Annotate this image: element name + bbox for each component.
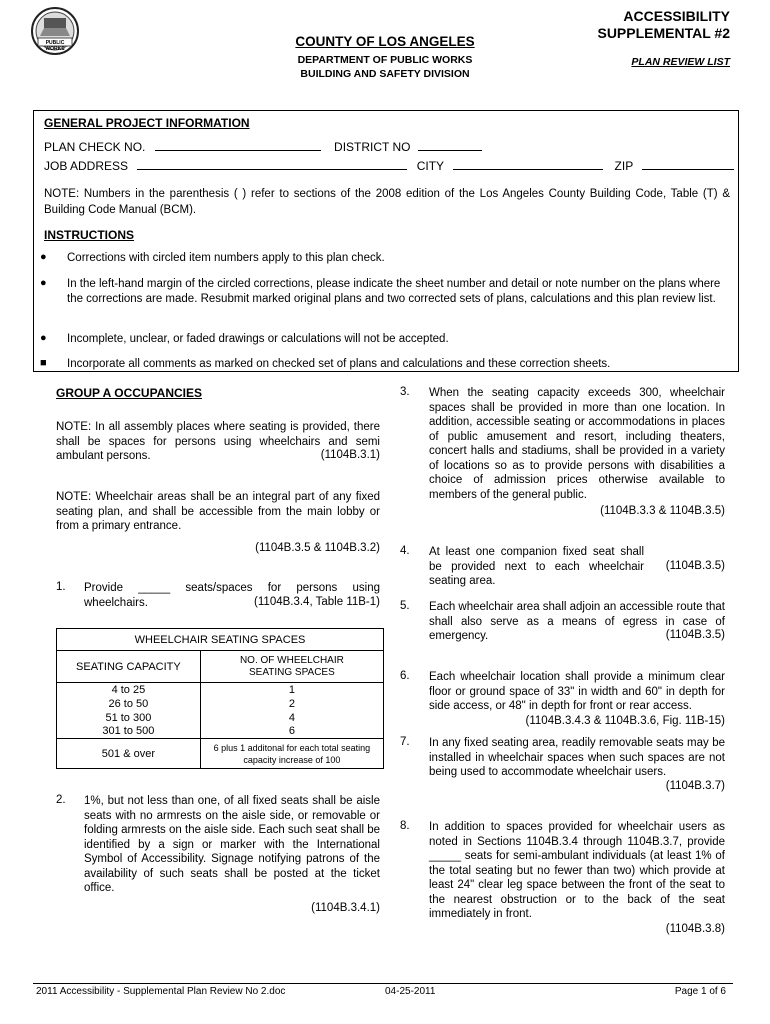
city-label: CITY	[416, 159, 444, 173]
table-cell-capacity: 501 & over	[57, 739, 201, 769]
group-a-note2: NOTE: Wheelchair areas shall be an integral part of any fixed seating plan, and shall be accessible from the main lobby or from a primary entrance.	[56, 491, 380, 532]
footer-filename: 2011 Accessibility - Supplemental Plan Review No 2.doc	[36, 986, 286, 997]
table-cell-spaces: 6 plus 1 additonal for each total seating capacity increase of 100	[200, 739, 383, 769]
table-cell-capacity: 4 to 25	[57, 683, 201, 697]
instruction-item: Incomplete, unclear, or faded drawings or calculations will not be accepted.	[67, 333, 449, 345]
item4-text: At least one companion fixed seat shall be provided next to each wheelchair seating area.	[429, 546, 644, 587]
item4-ref: (1104B.3.5)	[665, 560, 725, 572]
table-cell-capacity: 51 to 300	[57, 711, 201, 725]
table-cell-capacity: 26 to 50	[57, 697, 201, 711]
wheelchair-seating-table	[56, 628, 384, 769]
header-center	[250, 34, 520, 81]
item-number: 4.	[400, 545, 410, 557]
logo-text: PUBLIC WORKS	[45, 40, 65, 52]
plan-check-field[interactable]	[155, 140, 321, 151]
county-seal-logo	[30, 6, 80, 56]
district-label: DISTRICT NO	[334, 140, 411, 154]
doc-title-line2: SUPPLEMENTAL #2	[597, 25, 730, 41]
item2-text: 1%, but not less than one, of all fixed seats shall be aisle seats with no armrests on the aisle side, or removable or folding armrests on the aisle side. Each such seat shall be identified by a sign or marker with the International Symbol of Accessibility. Signage notifying patrons of the availability of such seats shall be posted at the ticket office.	[84, 795, 380, 894]
item6-ref: (1104B.3.4.3 & 1104B.3.6, Fig. 11B-15)	[525, 715, 725, 727]
table-cell-spaces: 6	[200, 725, 383, 739]
item-number: 1.	[56, 581, 66, 593]
division-name: BUILDING AND SAFETY DIVISION	[300, 68, 470, 80]
bullet-icon: ●	[40, 251, 47, 263]
doc-title-line1: ACCESSIBILITY	[623, 8, 730, 24]
item3-text: When the seating capacity exceeds 300, wheelchair spaces shall be provided in more than one location. In addition, accessible seating or accommodations in places of public amusement and resort, including theaters, concert halls and stadiums, shall be provided in a variety of locations so as to provide persons with disabilities a choice of admission prices otherwise available to members of the general public.	[429, 387, 725, 501]
plan-check-row	[44, 140, 482, 154]
header-right	[560, 8, 730, 68]
item-number: 5.	[400, 600, 410, 612]
job-address-field[interactable]	[137, 159, 407, 170]
table-caption: WHEELCHAIR SEATING SPACES	[57, 629, 384, 651]
zip-label: ZIP	[614, 159, 633, 173]
item-number: 2.	[56, 794, 66, 806]
footer-page-number: Page 1 of 6	[674, 986, 726, 997]
bullet-icon: ●	[40, 277, 47, 289]
zip-field[interactable]	[642, 159, 734, 170]
item5-text: Each wheelchair area shall adjoin an accessible route that shall also serve as a means of egress in case of emergency.	[429, 601, 725, 642]
item-number: 8.	[400, 820, 410, 832]
item7-ref: (1104B.3.7)	[665, 780, 725, 792]
item7-text: In any fixed seating area, readily removable seats may be installed in wheelchair spaces when such spaces are not being used to accommodate wheelchair users.	[429, 737, 725, 778]
job-address-row	[44, 159, 734, 173]
plan-check-label: PLAN CHECK NO.	[44, 140, 146, 154]
table-header-capacity: SEATING CAPACITY	[57, 651, 201, 683]
item-number: 3.	[400, 386, 410, 398]
item1-ref: (1104B.3.4, Table 11B-1)	[254, 596, 380, 608]
city-field[interactable]	[453, 159, 603, 170]
item-number: 6.	[400, 670, 410, 682]
instruction-item: Incorporate all comments as marked on checked set of plans and calculations and these correction sheets.	[67, 358, 611, 370]
group-a-title: GROUP A OCCUPANCIES	[56, 386, 203, 400]
table-cell-spaces: 1	[200, 683, 383, 697]
item1-text: Provide _____ seats/spaces for persons using wheelchairs.	[84, 582, 380, 609]
note2-ref: (1104B.3.5 & 1104B.3.2)	[255, 542, 380, 554]
instruction-item: Corrections with circled item numbers apply to this plan check.	[67, 252, 385, 264]
item-number: 7.	[400, 736, 410, 748]
instruction-item: In the left-hand margin of the circled corrections, please indicate the sheet number and detail or note number on the plans where the corrections are made. Resubmit marked original plans and two corrected sets of plans, calculations and this plan review list.	[67, 278, 721, 305]
item8-ref: (1104B.3.8)	[665, 923, 725, 935]
instructions-title: INSTRUCTIONS	[44, 228, 134, 242]
table-header-spaces: NO. OF WHEELCHAIR SEATING SPACES	[200, 651, 383, 683]
table-cell-spaces: 2	[200, 697, 383, 711]
department-name: DEPARTMENT OF PUBLIC WORKS	[297, 54, 473, 66]
footer-divider	[33, 983, 733, 984]
doc-subtitle: PLAN REVIEW LIST	[631, 56, 730, 68]
item3-ref: (1104B.3.3 & 1104B.3.5)	[600, 505, 725, 517]
item6-text: Each wheelchair location shall provide a minimum clear floor or ground space of 33" in width and 60" in depth for side access, or 48" in depth for front or rear access.	[429, 671, 725, 712]
item8-text: In addition to spaces provided for wheelchair users as noted in Sections 1104B.3.4 through 1104B.3.7, provide _____ seats for semi-ambulant individuals (at least 1% of the total seating but no fewer than two) which provide at least 24" clear leg space between the front of the seat to the nearest obstruction or to the back of the seat immediately in front.	[429, 821, 725, 920]
district-field[interactable]	[418, 140, 482, 151]
item2-ref: (1104B.3.4.1)	[311, 902, 380, 914]
county-title: COUNTY OF LOS ANGELES	[295, 34, 475, 49]
note1-ref: (1104B.3.1)	[320, 449, 380, 461]
item5-ref: (1104B.3.5)	[665, 629, 725, 641]
bullet-icon: ●	[40, 332, 47, 344]
job-address-label: JOB ADDRESS	[44, 159, 129, 173]
table-cell-spaces: 4	[200, 711, 383, 725]
table-cell-capacity: 301 to 500	[57, 725, 201, 739]
general-note: NOTE: Numbers in the parenthesis ( ) refer to sections of the 2008 edition of the Los Angeles County Building Code, Table (T) & Building Code Manual (BCM).	[44, 188, 730, 216]
general-info-title: GENERAL PROJECT INFORMATION	[44, 116, 250, 130]
bullet-icon: ■	[40, 357, 47, 369]
footer-date: 04-25-2011	[385, 986, 436, 997]
note1-text: NOTE: In all assembly places where seating is provided, there shall be spaces for persons using wheelchairs and semi ambulant persons.	[56, 421, 380, 462]
